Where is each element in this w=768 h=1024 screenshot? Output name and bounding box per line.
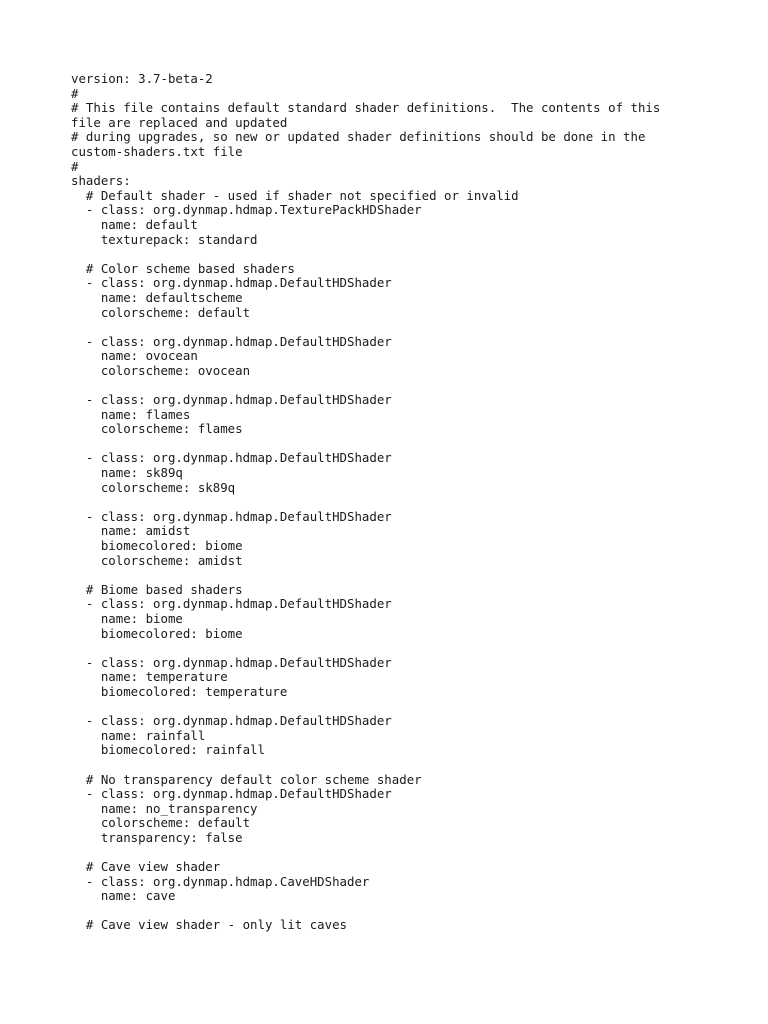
text-line: - class: org.dynmap.hdmap.DefaultHDShader <box>71 450 392 466</box>
text-line: # during upgrades, so new or updated shader definitions should be done in the <box>71 129 646 145</box>
text-line: # Default shader - used if shader not specified or invalid <box>71 187 519 203</box>
text-line: colorscheme: default <box>71 304 251 320</box>
text-line: - class: org.dynmap.hdmap.DefaultHDShader <box>71 333 392 349</box>
text-line <box>71 700 731 715</box>
text-line: colorscheme: sk89q <box>71 479 236 495</box>
text-line: - class: org.dynmap.hdmap.DefaultHDShader <box>71 713 392 729</box>
text-line: texturepack: standard <box>71 231 258 247</box>
text-line: name: defaultscheme <box>71 289 243 305</box>
text-line: name: rainfall <box>71 727 206 743</box>
text-line: name: no_transparency <box>71 800 258 816</box>
text-line: name: sk89q <box>71 465 183 481</box>
text-line: custom-shaders.txt file <box>71 143 243 159</box>
text-line: name: ovocean <box>71 348 198 364</box>
text-line <box>71 320 731 335</box>
text-line <box>71 904 731 919</box>
text-line: - class: org.dynmap.hdmap.DefaultHDShader <box>71 392 392 408</box>
shader-config-text <box>71 72 731 933</box>
text-line: file are replaced and updated <box>71 114 288 130</box>
text-line <box>71 437 731 452</box>
text-line: biomecolored: biome <box>71 538 243 553</box>
text-line: # Biome based shaders <box>71 581 243 597</box>
text-line: - class: org.dynmap.hdmap.DefaultHDShader <box>71 786 392 802</box>
text-line: # Cave view shader - only lit caves <box>71 917 348 933</box>
text-line: - class: org.dynmap.hdmap.DefaultHDShader <box>71 654 392 670</box>
text-line: # Color scheme based shaders <box>71 260 295 276</box>
text-line: shaders: <box>71 173 131 189</box>
text-line <box>71 378 731 393</box>
text-line <box>71 247 731 262</box>
text-line: # No transparency default color scheme shader <box>71 771 422 787</box>
text-line: - class: org.dynmap.hdmap.CaveHDShader <box>71 873 370 889</box>
text-line <box>71 758 731 773</box>
text-line: biomecolored: rainfall <box>71 742 265 758</box>
text-line <box>71 568 731 583</box>
text-line: - class: org.dynmap.hdmap.DefaultHDShader <box>71 596 392 612</box>
text-line: biomecolored: temperature <box>71 683 288 699</box>
text-line: # <box>71 158 79 174</box>
text-line: # This file contains default standard shader definitions. The contents of this <box>71 100 661 116</box>
text-line: name: cave <box>71 888 176 904</box>
text-line: - class: org.dynmap.hdmap.TexturePackHDShader <box>71 202 422 218</box>
text-line: colorscheme: flames <box>71 421 243 437</box>
text-line: name: default <box>71 216 198 232</box>
text-line: - class: org.dynmap.hdmap.DefaultHDShader <box>71 275 392 291</box>
text-line: colorscheme: ovocean <box>71 362 251 378</box>
text-line: name: flames <box>71 406 191 422</box>
text-line: # Cave view shader <box>71 859 221 875</box>
text-line: name: amidst <box>71 523 191 539</box>
text-line: colorscheme: amidst <box>71 552 243 568</box>
text-line: # <box>71 85 79 101</box>
text-line <box>71 641 731 656</box>
text-line: colorscheme: default <box>71 815 251 831</box>
text-line: name: temperature <box>71 669 228 685</box>
text-line: - class: org.dynmap.hdmap.DefaultHDShader <box>71 508 392 524</box>
text-line: name: biome <box>71 610 183 626</box>
text-line: transparency: false <box>71 829 243 845</box>
text-line <box>71 845 731 860</box>
text-line: version: 3.7-beta-2 <box>71 71 213 86</box>
text-line: biomecolored: biome <box>71 625 243 641</box>
text-line <box>71 495 731 510</box>
